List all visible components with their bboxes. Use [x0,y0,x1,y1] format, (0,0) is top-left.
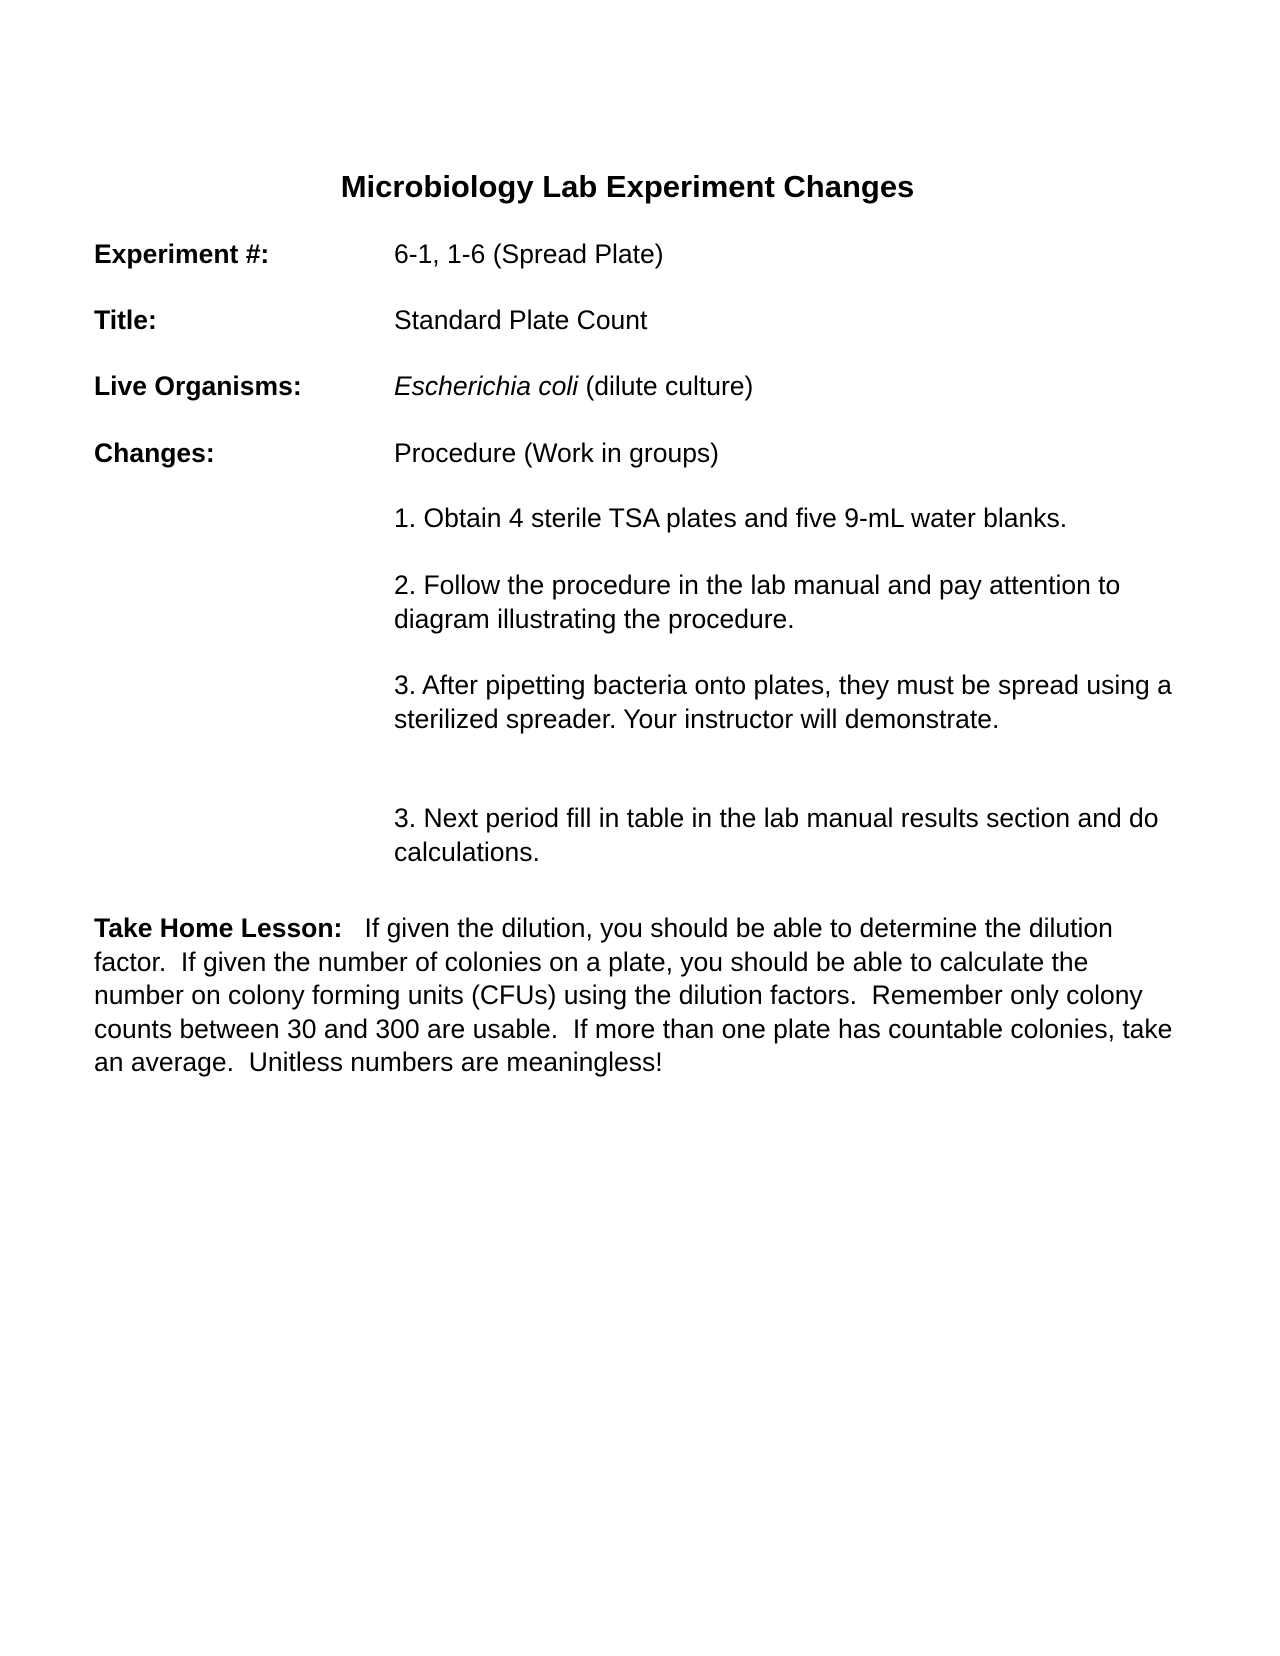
procedure-step: 3. Next period fill in table in the lab manual results section and do calculations. [394,803,1159,867]
procedure-step: 2. Follow the procedure in the lab manual and pay attention to diagram illustrating the procedure. [394,570,1121,634]
page-title: Microbiology Lab Experiment Changes [340,169,915,204]
title-value: Standard Plate Count [394,305,648,335]
procedure-step: 1. Obtain 4 sterile TSA plates and five 9-mL water blanks. [394,503,1068,533]
experiment-value: 6-1, 1-6 (Spread Plate) [394,239,664,269]
lesson-label: Take Home Lesson: [94,913,343,943]
lesson-text: If given the dilution, you should be able to determine the dilution factor. If given the number of colonies on a plate, you should be able to calculate the number on colony forming units (CFUs) using the dilution factors. Remember only colony counts between 30 and 300 are usable. If more than one plate has countable colonies, take an average. Unitless numbers are meaningless! [94,913,1180,1077]
changes-value: Procedure (Work in groups) [394,438,720,468]
organism-detail: (dilute culture) [578,371,754,401]
experiment-label: Experiment #: [94,239,270,269]
organisms-label: Live Organisms: [94,371,302,401]
changes-label: Changes: [94,438,215,468]
title-label: Title: [94,305,157,335]
organism-name: Escherichia coli [394,371,579,401]
take-home-lesson [94,912,1184,1080]
organisms-value [394,369,753,403]
procedure-step: 3. After pipetting bacteria onto plates, they must be spread using a sterilized spreader. Your instructor will demonstrate. [394,670,1172,734]
